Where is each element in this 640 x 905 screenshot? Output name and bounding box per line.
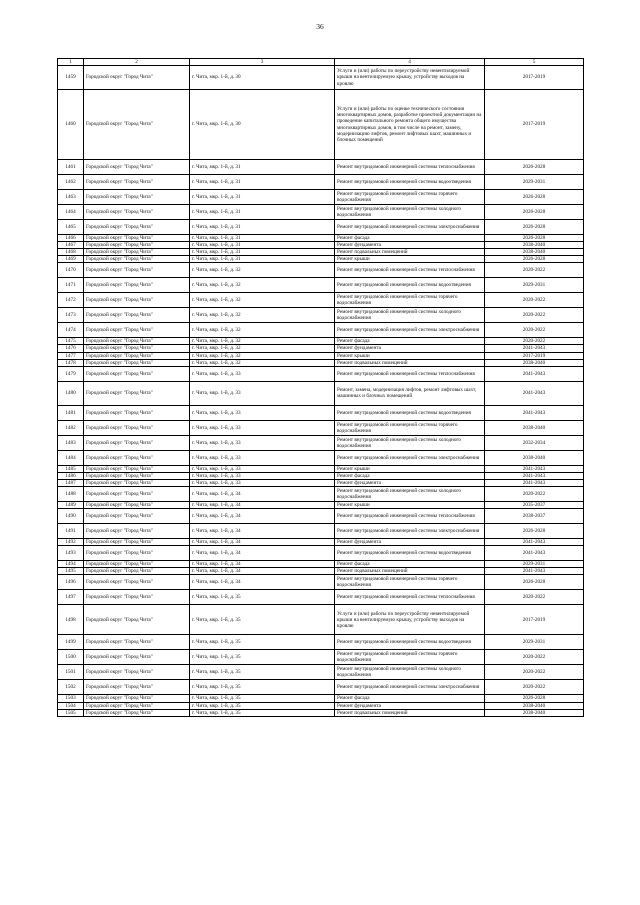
municipality-cell: Городской округ "Город Чита": [84, 235, 190, 242]
table-row: [58, 665, 584, 680]
table-row: [58, 450, 584, 465]
table-row: [58, 635, 584, 650]
table-row: [58, 345, 584, 352]
address-cell: г. Чита, мкр. 1-й, д. 34: [190, 487, 335, 502]
address-cell: г. Чита, мкр. 1-й, д. 33: [190, 435, 335, 450]
work-type-cell: Ремонт внутридомовой инженерной системы горячего водоснабжения: [335, 420, 485, 435]
period-cell: 2017-2019: [485, 90, 584, 160]
work-type-cell: Ремонт фундамента: [335, 345, 485, 352]
table-row: [58, 381, 584, 405]
municipality-cell: Городской округ "Город Чита": [84, 465, 190, 472]
table-row: [58, 575, 584, 590]
address-cell: г. Чита, мкр. 1-й, д. 32: [190, 338, 335, 345]
table-row: [58, 235, 584, 242]
address-cell: г. Чита, мкр. 1-й, д. 31: [190, 256, 335, 263]
table-header-row: [58, 59, 584, 66]
work-type-cell: Ремонт внутридомовой инженерной системы горячего водоснабжения: [335, 650, 485, 665]
period-cell: 2041-2043: [485, 366, 584, 381]
table-row: [58, 175, 584, 190]
header-col-1: 1: [58, 59, 84, 66]
table-row: [58, 256, 584, 263]
municipality-cell: Городской округ "Город Чита": [84, 709, 190, 716]
page-number: 36: [316, 22, 324, 31]
table-row: [58, 680, 584, 695]
municipality-cell: Городской округ "Город Чита": [84, 665, 190, 680]
row-number-cell: 1471: [58, 278, 84, 293]
municipality-cell: Городской округ "Город Чита": [84, 190, 190, 205]
period-cell: 2020-2022: [485, 293, 584, 308]
municipality-cell: Городской округ "Город Чита": [84, 509, 190, 524]
row-number-cell: 1464: [58, 205, 84, 220]
row-number-cell: 1502: [58, 680, 84, 695]
period-cell: 2032-2034: [485, 435, 584, 450]
work-type-cell: Ремонт внутридомовой инженерной системы теплоснабжения: [335, 366, 485, 381]
work-type-cell: Ремонт внутридомовой инженерной системы горячего водоснабжения: [335, 190, 485, 205]
row-number-cell: 1476: [58, 345, 84, 352]
address-cell: г. Чита, мкр. 1-й, д. 33: [190, 472, 335, 479]
row-number-cell: 1489: [58, 502, 84, 509]
row-number-cell: 1460: [58, 90, 84, 160]
period-cell: 2041-2043: [485, 479, 584, 486]
work-type-cell: Ремонт внутридомовой инженерной системы водоотведения: [335, 405, 485, 420]
municipality-cell: Городской округ "Город Чита": [84, 338, 190, 345]
row-number-cell: 1477: [58, 352, 84, 359]
address-cell: г. Чита, мкр. 1-й, д. 34: [190, 502, 335, 509]
work-type-cell: Ремонт внутридомовой инженерной системы теплоснабжения: [335, 263, 485, 278]
row-number-cell: 1478: [58, 359, 84, 366]
period-cell: 2038-2040: [485, 359, 584, 366]
repair-schedule-table: [57, 58, 584, 717]
work-type-cell: Ремонт внутридомовой инженерной системы холодного водоснабжения: [335, 487, 485, 502]
period-cell: 2026-2028: [485, 575, 584, 590]
period-cell: 2038-2040: [485, 420, 584, 435]
work-type-cell: Ремонт внутридомовой инженерной системы электроснабжения: [335, 680, 485, 695]
period-cell: 2038-2037: [485, 509, 584, 524]
period-cell: 2020-2022: [485, 338, 584, 345]
work-type-cell: Ремонт, замена, модернизация лифтов, ремонт лифтовых шахт, машинных и блочных помещений: [335, 381, 485, 405]
address-cell: г. Чита, мкр. 1-й, д. 33: [190, 479, 335, 486]
municipality-cell: Городской округ "Город Чита": [84, 590, 190, 605]
municipality-cell: Городской округ "Город Чита": [84, 435, 190, 450]
municipality-cell: Городской округ "Город Чита": [84, 90, 190, 160]
table-row: [58, 590, 584, 605]
municipality-cell: Городской округ "Город Чита": [84, 352, 190, 359]
table-body: [58, 66, 584, 717]
municipality-cell: Городской округ "Город Чита": [84, 366, 190, 381]
work-type-cell: Ремонт фасада: [335, 235, 485, 242]
period-cell: 2020-2022: [485, 590, 584, 605]
address-cell: г. Чита, мкр. 1-й, д. 33: [190, 381, 335, 405]
address-cell: г. Чита, мкр. 1-й, д. 35: [190, 605, 335, 635]
work-type-cell: Ремонт внутридомовой инженерной системы горячего водоснабжения: [335, 575, 485, 590]
work-type-cell: Ремонт крыши: [335, 352, 485, 359]
table-row: [58, 190, 584, 205]
work-type-cell: Ремонт фасада: [335, 561, 485, 568]
work-type-cell: Ремонт фасада: [335, 338, 485, 345]
period-cell: 2026-2028: [485, 205, 584, 220]
period-cell: 2026-2028: [485, 235, 584, 242]
period-cell: 2041-2043: [485, 345, 584, 352]
address-cell: г. Чита, мкр. 1-й, д. 31: [190, 220, 335, 235]
row-number-cell: 1503: [58, 695, 84, 702]
work-type-cell: Ремонт крыши: [335, 502, 485, 509]
table-row: [58, 487, 584, 502]
work-type-cell: Ремонт подвальных помещений: [335, 709, 485, 716]
municipality-cell: Городской округ "Город Чита": [84, 66, 190, 90]
address-cell: г. Чита, мкр. 1-й, д. 31: [190, 249, 335, 256]
period-cell: 2038-2040: [485, 709, 584, 716]
table-row: [58, 66, 584, 90]
municipality-cell: Городской округ "Город Чита": [84, 539, 190, 546]
table-row: [58, 405, 584, 420]
address-cell: г. Чита, мкр. 1-й, д. 34: [190, 561, 335, 568]
table-row: [58, 366, 584, 381]
municipality-cell: Городской округ "Город Чита": [84, 702, 190, 709]
address-cell: г. Чита, мкр. 1-й, д. 32: [190, 293, 335, 308]
municipality-cell: Городской округ "Город Чита": [84, 249, 190, 256]
table-row: [58, 352, 584, 359]
period-cell: 2020-2022: [485, 323, 584, 338]
work-type-cell: Ремонт внутридомовой инженерной системы водоотведения: [335, 635, 485, 650]
address-cell: г. Чита, мкр. 1-й, д. 32: [190, 323, 335, 338]
address-cell: г. Чита, мкр. 1-й, д. 35: [190, 680, 335, 695]
municipality-cell: Городской округ "Город Чита": [84, 487, 190, 502]
municipality-cell: Городской округ "Город Чита": [84, 220, 190, 235]
row-number-cell: 1488: [58, 487, 84, 502]
address-cell: г. Чита, мкр. 1-й, д. 35: [190, 650, 335, 665]
address-cell: г. Чита, мкр. 1-й, д. 35: [190, 590, 335, 605]
table-row: [58, 479, 584, 486]
municipality-cell: Городской округ "Город Чита": [84, 420, 190, 435]
table-row: [58, 323, 584, 338]
table-row: [58, 338, 584, 345]
row-number-cell: 1496: [58, 575, 84, 590]
municipality-cell: Городской округ "Город Чита": [84, 479, 190, 486]
work-type-cell: Ремонт крыши: [335, 256, 485, 263]
municipality-cell: Городской округ "Город Чита": [84, 502, 190, 509]
row-number-cell: 1479: [58, 366, 84, 381]
row-number-cell: 1492: [58, 539, 84, 546]
work-type-cell: Ремонт внутридомовой инженерной системы электроснабжения: [335, 450, 485, 465]
table-row: [58, 539, 584, 546]
work-type-cell: Ремонт внутридомовой инженерной системы водоотведения: [335, 278, 485, 293]
work-type-cell: Услуги и (или) работы по переустройству невентилируемой крыши на вентилируемую крышу, устройству выходов на кровлю: [335, 66, 485, 90]
municipality-cell: Городской округ "Город Чита": [84, 472, 190, 479]
table-row: [58, 568, 584, 575]
work-type-cell: Ремонт фундамента: [335, 242, 485, 249]
row-number-cell: 1467: [58, 242, 84, 249]
period-cell: 2041-2043: [485, 405, 584, 420]
row-number-cell: 1470: [58, 263, 84, 278]
period-cell: 2029-2031: [485, 278, 584, 293]
row-number-cell: 1484: [58, 450, 84, 465]
period-cell: 2026-2028: [485, 160, 584, 175]
work-type-cell: Ремонт внутридомовой инженерной системы теплоснабжения: [335, 160, 485, 175]
row-number-cell: 1473: [58, 308, 84, 323]
table-row: [58, 509, 584, 524]
municipality-cell: Городской округ "Город Чита": [84, 635, 190, 650]
address-cell: г. Чита, мкр. 1-й, д. 35: [190, 709, 335, 716]
row-number-cell: 1472: [58, 293, 84, 308]
municipality-cell: Городской округ "Город Чита": [84, 650, 190, 665]
municipality-cell: Городской округ "Город Чита": [84, 293, 190, 308]
municipality-cell: Городской округ "Город Чита": [84, 605, 190, 635]
table-row: [58, 546, 584, 561]
row-number-cell: 1494: [58, 561, 84, 568]
row-number-cell: 1463: [58, 190, 84, 205]
table-row: [58, 263, 584, 278]
work-type-cell: Ремонт фундамента: [335, 479, 485, 486]
address-cell: г. Чита, мкр. 1-й, д. 32: [190, 308, 335, 323]
period-cell: 2026-2028: [485, 695, 584, 702]
row-number-cell: 1505: [58, 709, 84, 716]
municipality-cell: Городской округ "Город Чита": [84, 524, 190, 539]
period-cell: 2029-2031: [485, 635, 584, 650]
table-row: [58, 205, 584, 220]
work-type-cell: Ремонт внутридомовой инженерной системы теплоснабжения: [335, 590, 485, 605]
table-row: [58, 249, 584, 256]
address-cell: г. Чита, мкр. 1-й, д. 35: [190, 665, 335, 680]
table-row: [58, 502, 584, 509]
row-number-cell: 1474: [58, 323, 84, 338]
address-cell: г. Чита, мкр. 1-й, д. 32: [190, 263, 335, 278]
table-row: [58, 702, 584, 709]
row-number-cell: 1481: [58, 405, 84, 420]
period-cell: 2041-2043: [485, 465, 584, 472]
period-cell: 2029-2031: [485, 561, 584, 568]
address-cell: г. Чита, мкр. 1-й, д. 31: [190, 160, 335, 175]
address-cell: г. Чита, мкр. 1-й, д. 32: [190, 359, 335, 366]
address-cell: г. Чита, мкр. 1-й, д. 32: [190, 278, 335, 293]
row-number-cell: 1493: [58, 546, 84, 561]
work-type-cell: Ремонт внутридомовой инженерной системы горячего водоснабжения: [335, 293, 485, 308]
address-cell: г. Чита, мкр. 1-й, д. 34: [190, 539, 335, 546]
work-type-cell: Ремонт внутридомовой инженерной системы водоотведения: [335, 546, 485, 561]
municipality-cell: Городской округ "Город Чита": [84, 175, 190, 190]
table-row: [58, 472, 584, 479]
work-type-cell: Ремонт внутридомовой инженерной системы электроснабжения: [335, 323, 485, 338]
municipality-cell: Городской округ "Город Чита": [84, 381, 190, 405]
row-number-cell: 1504: [58, 702, 84, 709]
work-type-cell: Ремонт внутридомовой инженерной системы электроснабжения: [335, 220, 485, 235]
row-number-cell: 1501: [58, 665, 84, 680]
work-type-cell: Ремонт подвальных помещений: [335, 568, 485, 575]
header-col-2: 2: [84, 59, 190, 66]
work-type-cell: Ремонт подвальных помещений: [335, 249, 485, 256]
address-cell: г. Чита, мкр. 1-й, д. 31: [190, 205, 335, 220]
period-cell: 2026-2028: [485, 190, 584, 205]
row-number-cell: 1495: [58, 568, 84, 575]
address-cell: г. Чита, мкр. 1-й, д. 35: [190, 635, 335, 650]
address-cell: г. Чита, мкр. 1-й, д. 34: [190, 575, 335, 590]
address-cell: г. Чита, мкр. 1-й, д. 33: [190, 366, 335, 381]
period-cell: 2020-2022: [485, 680, 584, 695]
address-cell: г. Чита, мкр. 1-й, д. 33: [190, 450, 335, 465]
address-cell: г. Чита, мкр. 1-й, д. 30: [190, 90, 335, 160]
work-type-cell: Ремонт внутридомовой инженерной системы холодного водоснабжения: [335, 205, 485, 220]
table-row: [58, 359, 584, 366]
municipality-cell: Городской округ "Город Чита": [84, 263, 190, 278]
table-row: [58, 278, 584, 293]
address-cell: г. Чита, мкр. 1-й, д. 31: [190, 190, 335, 205]
municipality-cell: Городской округ "Город Чита": [84, 575, 190, 590]
row-number-cell: 1487: [58, 479, 84, 486]
period-cell: 2041-2043: [485, 539, 584, 546]
municipality-cell: Городской округ "Город Чита": [84, 278, 190, 293]
work-type-cell: Ремонт внутридомовой инженерной системы холодного водоснабжения: [335, 665, 485, 680]
municipality-cell: Городской округ "Город Чита": [84, 308, 190, 323]
period-cell: 2020-2022: [485, 308, 584, 323]
table-row: [58, 465, 584, 472]
period-cell: 2026-2028: [485, 524, 584, 539]
row-number-cell: 1485: [58, 465, 84, 472]
work-type-cell: Ремонт внутридомовой инженерной системы теплоснабжения: [335, 509, 485, 524]
municipality-cell: Городской округ "Город Чита": [84, 695, 190, 702]
address-cell: г. Чита, мкр. 1-й, д. 31: [190, 235, 335, 242]
period-cell: 2041-2043: [485, 546, 584, 561]
period-cell: 2020-2022: [485, 650, 584, 665]
municipality-cell: Городской округ "Город Чита": [84, 546, 190, 561]
table-row: [58, 709, 584, 716]
row-number-cell: 1480: [58, 381, 84, 405]
work-type-cell: Ремонт внутридомовой инженерной системы электроснабжения: [335, 524, 485, 539]
municipality-cell: Городской округ "Город Чита": [84, 256, 190, 263]
work-type-cell: Ремонт фасада: [335, 472, 485, 479]
work-type-cell: Ремонт фасада: [335, 695, 485, 702]
period-cell: 2017-2019: [485, 605, 584, 635]
work-type-cell: Ремонт внутридомовой инженерной системы холодного водоснабжения: [335, 435, 485, 450]
row-number-cell: 1469: [58, 256, 84, 263]
period-cell: 2020-2022: [485, 487, 584, 502]
row-number-cell: 1500: [58, 650, 84, 665]
table-row: [58, 435, 584, 450]
work-type-cell: Ремонт внутридомовой инженерной системы холодного водоснабжения: [335, 308, 485, 323]
period-cell: 2041-2043: [485, 568, 584, 575]
work-type-cell: Услуги и (или) работы по оценке технического состояния многоквартирных домов, разработке проектной документации на проведение капитального ремонта общего имущества многоквартирных домов, в том числе на ремонт, замену, модернизацию лифтов, ремонт лифтовых шахт, машинных и блочных помещений: [335, 90, 485, 160]
table-row: [58, 695, 584, 702]
row-number-cell: 1465: [58, 220, 84, 235]
period-cell: 2020-2022: [485, 263, 584, 278]
table-row: [58, 308, 584, 323]
address-cell: г. Чита, мкр. 1-й, д. 31: [190, 242, 335, 249]
work-type-cell: Ремонт фундамента: [335, 539, 485, 546]
address-cell: г. Чита, мкр. 1-й, д. 33: [190, 465, 335, 472]
table-row: [58, 242, 584, 249]
table-row: [58, 160, 584, 175]
row-number-cell: 1468: [58, 249, 84, 256]
work-type-cell: Ремонт внутридомовой инженерной системы водоотведения: [335, 175, 485, 190]
address-cell: г. Чита, мкр. 1-й, д. 31: [190, 175, 335, 190]
row-number-cell: 1499: [58, 635, 84, 650]
table-row: [58, 420, 584, 435]
table-row: [58, 293, 584, 308]
period-cell: 2020-2022: [485, 665, 584, 680]
table-row: [58, 561, 584, 568]
work-type-cell: Ремонт подвальных помещений: [335, 359, 485, 366]
address-cell: г. Чита, мкр. 1-й, д. 35: [190, 702, 335, 709]
address-cell: г. Чита, мкр. 1-й, д. 32: [190, 345, 335, 352]
municipality-cell: Городской округ "Город Чита": [84, 680, 190, 695]
address-cell: г. Чита, мкр. 1-й, д. 32: [190, 352, 335, 359]
municipality-cell: Городской округ "Город Чита": [84, 405, 190, 420]
municipality-cell: Городской округ "Город Чита": [84, 359, 190, 366]
row-number-cell: 1462: [58, 175, 84, 190]
address-cell: г. Чита, мкр. 1-й, д. 34: [190, 546, 335, 561]
period-cell: 2038-2040: [485, 242, 584, 249]
table-row: [58, 650, 584, 665]
period-cell: 2038-2040: [485, 450, 584, 465]
municipality-cell: Городской округ "Город Чита": [84, 242, 190, 249]
address-cell: г. Чита, мкр. 1-й, д. 30: [190, 66, 335, 90]
row-number-cell: 1459: [58, 66, 84, 90]
address-cell: г. Чита, мкр. 1-й, д. 34: [190, 568, 335, 575]
municipality-cell: Городской округ "Город Чита": [84, 205, 190, 220]
municipality-cell: Городской округ "Город Чита": [84, 450, 190, 465]
municipality-cell: Городской округ "Город Чита": [84, 323, 190, 338]
row-number-cell: 1482: [58, 420, 84, 435]
row-number-cell: 1483: [58, 435, 84, 450]
table-row: [58, 90, 584, 160]
header-col-3: 3: [190, 59, 335, 66]
work-type-cell: Услуги и (или) работы по переустройству невентилируемой крыши на вентилируемую крышу, устройству выходов на кровлю: [335, 605, 485, 635]
municipality-cell: Городской округ "Город Чита": [84, 561, 190, 568]
municipality-cell: Городской округ "Город Чита": [84, 568, 190, 575]
municipality-cell: Городской округ "Город Чита": [84, 160, 190, 175]
address-cell: г. Чита, мкр. 1-й, д. 34: [190, 509, 335, 524]
period-cell: 2026-2028: [485, 220, 584, 235]
row-number-cell: 1461: [58, 160, 84, 175]
address-cell: г. Чита, мкр. 1-й, д. 33: [190, 405, 335, 420]
work-type-cell: Ремонт фундамента: [335, 702, 485, 709]
table-row: [58, 524, 584, 539]
row-number-cell: 1490: [58, 509, 84, 524]
address-cell: г. Чита, мкр. 1-й, д. 34: [190, 524, 335, 539]
period-cell: 2035-2037: [485, 502, 584, 509]
address-cell: г. Чита, мкр. 1-й, д. 33: [190, 420, 335, 435]
address-cell: г. Чита, мкр. 1-й, д. 35: [190, 695, 335, 702]
row-number-cell: 1486: [58, 472, 84, 479]
row-number-cell: 1466: [58, 235, 84, 242]
work-type-cell: Ремонт крыши: [335, 465, 485, 472]
period-cell: 2029-2031: [485, 175, 584, 190]
period-cell: 2038-2040: [485, 249, 584, 256]
header-col-4: 4: [335, 59, 485, 66]
row-number-cell: 1475: [58, 338, 84, 345]
period-cell: 2017-2019: [485, 352, 584, 359]
period-cell: 2041-2043: [485, 472, 584, 479]
header-col-5: 5: [485, 59, 584, 66]
table-row: [58, 605, 584, 635]
municipality-cell: Городской округ "Город Чита": [84, 345, 190, 352]
row-number-cell: 1498: [58, 605, 84, 635]
period-cell: 2041-2043: [485, 381, 584, 405]
period-cell: 2017-2019: [485, 66, 584, 90]
period-cell: 2026-2028: [485, 256, 584, 263]
row-number-cell: 1497: [58, 590, 84, 605]
row-number-cell: 1491: [58, 524, 84, 539]
period-cell: 2038-2040: [485, 702, 584, 709]
table-row: [58, 220, 584, 235]
